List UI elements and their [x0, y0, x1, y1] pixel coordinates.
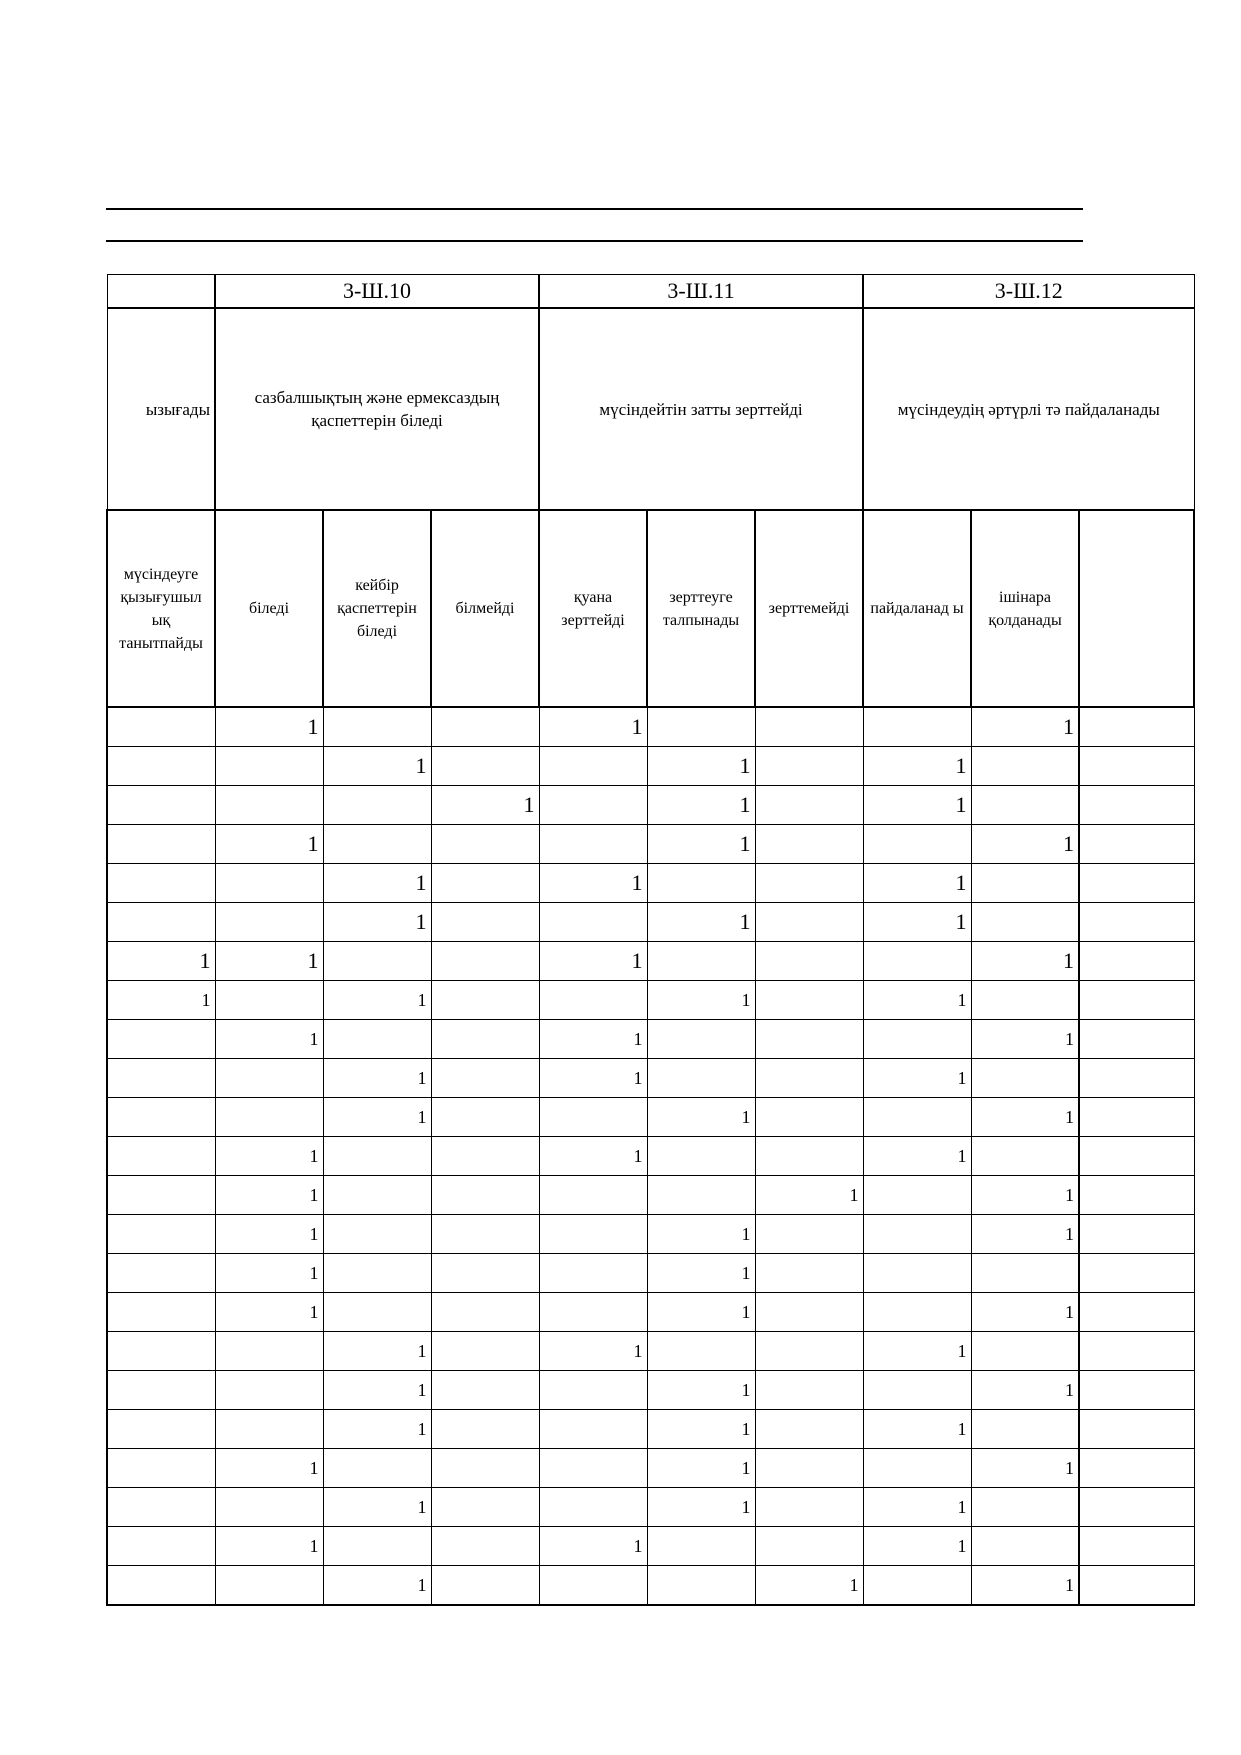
table-cell: [539, 1449, 647, 1488]
table-cell: [539, 1254, 647, 1293]
table-cell: 1: [863, 1410, 971, 1449]
table-row: [107, 1488, 1194, 1527]
table-cell: [1079, 1176, 1194, 1215]
table-cell: [431, 981, 539, 1020]
table-cell: 1: [647, 786, 755, 825]
table-cell: [647, 1020, 755, 1059]
table-cell: [431, 1410, 539, 1449]
table-cell: [323, 1137, 431, 1176]
table-cell: [431, 1020, 539, 1059]
table-cell: [431, 903, 539, 942]
code-header-row: [107, 275, 1194, 309]
table-cell: 1: [647, 1488, 755, 1527]
table-cell: [647, 707, 755, 747]
table-cell: [971, 786, 1079, 825]
code-cell-3-sh-11: 3-Ш.11: [539, 275, 863, 309]
table-cell: [323, 825, 431, 864]
table-row: [107, 747, 1194, 786]
table-cell: [431, 1449, 539, 1488]
table-cell: [431, 1332, 539, 1371]
table-cell: [323, 942, 431, 981]
table-cell: [1079, 981, 1194, 1020]
table-cell: [1079, 1293, 1194, 1332]
table-cell: [215, 1098, 323, 1137]
table-cell: 1: [323, 1566, 431, 1606]
table-cell: 1: [971, 1371, 1079, 1410]
table-cell: [107, 1566, 215, 1606]
table-cell: [215, 1410, 323, 1449]
table-cell: 1: [647, 1449, 755, 1488]
table-cell: [863, 1176, 971, 1215]
table-cell: 1: [647, 1215, 755, 1254]
table-cell: 1: [971, 825, 1079, 864]
table-cell: 1: [863, 903, 971, 942]
table-cell: [971, 864, 1079, 903]
table-cell: [215, 1488, 323, 1527]
table-cell: [971, 1254, 1079, 1293]
table-cell: [539, 981, 647, 1020]
table-cell: 1: [971, 1176, 1079, 1215]
table-cell: [539, 1098, 647, 1137]
table-cell: 1: [107, 942, 215, 981]
table-row: [107, 864, 1194, 903]
table-cell: [971, 1410, 1079, 1449]
table-cell: [755, 1410, 863, 1449]
table-cell: 1: [539, 1332, 647, 1371]
table-cell: [431, 1137, 539, 1176]
table-row: [107, 1176, 1194, 1215]
table-cell: [755, 1332, 863, 1371]
table-cell: [539, 825, 647, 864]
table-cell: 1: [863, 786, 971, 825]
table-cell: [647, 1059, 755, 1098]
table-cell: [107, 1332, 215, 1371]
table-row: [107, 981, 1194, 1020]
option-header-cell: білмейді: [431, 510, 539, 707]
table-cell: [863, 1254, 971, 1293]
code-cell-0: [107, 275, 215, 309]
table-cell: [1079, 1449, 1194, 1488]
table-cell: [215, 786, 323, 825]
table-row: [107, 1527, 1194, 1566]
table-cell: 1: [863, 1488, 971, 1527]
table-cell: [215, 981, 323, 1020]
table-cell: [107, 864, 215, 903]
table-row: [107, 1215, 1194, 1254]
table-cell: 1: [647, 981, 755, 1020]
table-cell: [431, 1176, 539, 1215]
table-row: [107, 903, 1194, 942]
table-cell: 1: [755, 1176, 863, 1215]
table-cell: 1: [539, 942, 647, 981]
desc-cell-3-sh-11: мүсіндейтін затты зерттейді: [539, 308, 863, 510]
table-cell: [323, 1020, 431, 1059]
table-cell: [107, 1254, 215, 1293]
table-row: [107, 1098, 1194, 1137]
table-cell: 1: [323, 1488, 431, 1527]
table-row: [107, 1332, 1194, 1371]
table-cell: 1: [863, 1137, 971, 1176]
table-cell: [1079, 1527, 1194, 1566]
table-cell: 1: [215, 1293, 323, 1332]
table-cell: [215, 1059, 323, 1098]
table-cell: [107, 1371, 215, 1410]
table-cell: 1: [323, 1332, 431, 1371]
table-cell: 1: [323, 903, 431, 942]
desc-cell-3-sh-12: мүсіндеудің әртүрлі тә пайдаланады: [863, 308, 1194, 510]
table-cell: [431, 1371, 539, 1410]
table-cell: 1: [863, 981, 971, 1020]
table-cell: [863, 1293, 971, 1332]
table-cell: [107, 903, 215, 942]
table-cell: 1: [647, 1410, 755, 1449]
description-header-row: [107, 308, 1194, 510]
table-cell: [1079, 1059, 1194, 1098]
assessment-table-viewport: [106, 274, 1160, 1620]
table-cell: [215, 1566, 323, 1606]
table-cell: [539, 1293, 647, 1332]
option-header-cell: пайдаланад ы: [863, 510, 971, 707]
table-cell: [431, 1527, 539, 1566]
table-cell: [323, 1254, 431, 1293]
table-cell: [647, 1176, 755, 1215]
table-row: [107, 825, 1194, 864]
table-cell: 1: [647, 747, 755, 786]
table-cell: [107, 1176, 215, 1215]
table-cell: 1: [539, 1527, 647, 1566]
table-cell: [431, 1059, 539, 1098]
table-cell: [755, 786, 863, 825]
table-cell: [647, 942, 755, 981]
table-cell: [431, 1098, 539, 1137]
table-cell: [107, 1488, 215, 1527]
table-cell: [431, 1215, 539, 1254]
table-cell: 1: [971, 1293, 1079, 1332]
top-rule-1: [106, 208, 1083, 210]
table-cell: [1079, 1410, 1194, 1449]
table-cell: [539, 1488, 647, 1527]
table-cell: [755, 1449, 863, 1488]
table-cell: [863, 1449, 971, 1488]
table-cell: [755, 1527, 863, 1566]
table-cell: [1079, 1137, 1194, 1176]
table-cell: [863, 825, 971, 864]
table-cell: 1: [539, 1059, 647, 1098]
table-cell: [431, 864, 539, 903]
table-cell: [755, 707, 863, 747]
table-cell: [755, 981, 863, 1020]
table-cell: [1079, 825, 1194, 864]
table-cell: 1: [323, 1098, 431, 1137]
table-cell: 1: [323, 864, 431, 903]
table-row: [107, 1410, 1194, 1449]
table-cell: [107, 1098, 215, 1137]
table-row: [107, 1059, 1194, 1098]
table-cell: [215, 1332, 323, 1371]
table-cell: 1: [971, 707, 1079, 747]
table-cell: [1079, 1371, 1194, 1410]
table-cell: [1079, 1566, 1194, 1606]
table-cell: [107, 1410, 215, 1449]
table-cell: 1: [215, 1527, 323, 1566]
table-cell: [755, 903, 863, 942]
table-cell: 1: [107, 981, 215, 1020]
option-header-cell: ішінара қолданады: [971, 510, 1079, 707]
table-cell: [971, 1527, 1079, 1566]
table-cell: [1079, 1254, 1194, 1293]
table-cell: [107, 1059, 215, 1098]
table-cell: [755, 747, 863, 786]
table-cell: [107, 1449, 215, 1488]
table-cell: [755, 1137, 863, 1176]
table-row: [107, 786, 1194, 825]
table-cell: 1: [323, 981, 431, 1020]
option-header-cell: [1079, 510, 1194, 707]
table-cell: 1: [215, 707, 323, 747]
table-cell: 1: [971, 1215, 1079, 1254]
table-cell: [647, 1527, 755, 1566]
table-cell: [539, 1176, 647, 1215]
table-cell: 1: [215, 1020, 323, 1059]
table-cell: [539, 1410, 647, 1449]
table-cell: [863, 1098, 971, 1137]
table-cell: [431, 1566, 539, 1606]
table-cell: [755, 825, 863, 864]
table-cell: [323, 1293, 431, 1332]
table-cell: 1: [431, 786, 539, 825]
table-cell: 1: [323, 747, 431, 786]
table-cell: [215, 747, 323, 786]
table-cell: [755, 942, 863, 981]
table-cell: [539, 903, 647, 942]
table-cell: [323, 707, 431, 747]
table-cell: 1: [647, 1293, 755, 1332]
table-cell: 1: [215, 1215, 323, 1254]
table-cell: 1: [647, 1254, 755, 1293]
table-cell: [1079, 864, 1194, 903]
table-cell: [647, 1566, 755, 1606]
table-cell: [647, 1332, 755, 1371]
table-cell: 1: [323, 1410, 431, 1449]
code-cell-3-sh-12: 3-Ш.12: [863, 275, 1194, 309]
table-cell: [107, 1293, 215, 1332]
table-cell: [431, 825, 539, 864]
table-cell: [1079, 1488, 1194, 1527]
table-row: [107, 1566, 1194, 1606]
table-cell: [755, 1293, 863, 1332]
table-cell: [971, 1488, 1079, 1527]
table-cell: [539, 747, 647, 786]
option-header-cell: қуана зерттейді: [539, 510, 647, 707]
table-cell: [863, 1215, 971, 1254]
table-cell: [431, 1254, 539, 1293]
table-cell: [431, 942, 539, 981]
code-cell-3-sh-10: 3-Ш.10: [215, 275, 539, 309]
table-cell: [647, 864, 755, 903]
table-cell: [647, 1137, 755, 1176]
table-cell: 1: [863, 1059, 971, 1098]
table-cell: 1: [323, 1059, 431, 1098]
table-cell: [539, 1566, 647, 1606]
table-row: [107, 1254, 1194, 1293]
table-cell: [1079, 1098, 1194, 1137]
table-row: [107, 1020, 1194, 1059]
table-cell: 1: [647, 1371, 755, 1410]
table-cell: 1: [539, 707, 647, 747]
table-cell: 1: [863, 747, 971, 786]
table-cell: 1: [971, 1566, 1079, 1606]
top-rule-2: [106, 240, 1083, 242]
desc-cell-3-sh-10: сазбалшықтың және ермексаздың қаспеттерін біледі: [215, 308, 539, 510]
table-cell: [755, 1098, 863, 1137]
table-row: [107, 1137, 1194, 1176]
table-cell: [539, 1371, 647, 1410]
table-cell: 1: [863, 864, 971, 903]
table-cell: [431, 1293, 539, 1332]
table-cell: [1079, 707, 1194, 747]
table-cell: [107, 1215, 215, 1254]
table-row: [107, 1449, 1194, 1488]
table-cell: 1: [539, 864, 647, 903]
table-cell: [1079, 1020, 1194, 1059]
table-cell: 1: [539, 1137, 647, 1176]
table-cell: [107, 747, 215, 786]
assessment-table: [106, 274, 1195, 1606]
table-cell: [1079, 747, 1194, 786]
table-cell: [971, 903, 1079, 942]
table-cell: 1: [971, 1449, 1079, 1488]
table-cell: [971, 981, 1079, 1020]
table-cell: [107, 825, 215, 864]
table-cell: [107, 1137, 215, 1176]
table-cell: [107, 707, 215, 747]
table-cell: [539, 786, 647, 825]
table-cell: 1: [971, 1098, 1079, 1137]
table-cell: [431, 1488, 539, 1527]
table-cell: [1079, 1215, 1194, 1254]
table-cell: [971, 747, 1079, 786]
option-header-cell: кейбір қаспеттерін біледі: [323, 510, 431, 707]
table-cell: [863, 1566, 971, 1606]
table-cell: 1: [971, 1020, 1079, 1059]
table-cell: [1079, 942, 1194, 981]
table-row: [107, 1371, 1194, 1410]
table-row: [107, 707, 1194, 747]
table-cell: 1: [215, 1137, 323, 1176]
table-cell: [755, 1488, 863, 1527]
table-cell: 1: [215, 1449, 323, 1488]
table-cell: [755, 1371, 863, 1410]
table-cell: [1079, 786, 1194, 825]
table-row: [107, 1293, 1194, 1332]
table-cell: 1: [215, 825, 323, 864]
table-cell: [755, 864, 863, 903]
table-row: [107, 942, 1194, 981]
table-cell: 1: [647, 903, 755, 942]
table-cell: 1: [863, 1527, 971, 1566]
desc-cell-0: ызығады: [107, 308, 215, 510]
table-cell: [971, 1137, 1079, 1176]
table-cell: [215, 903, 323, 942]
table-cell: [971, 1332, 1079, 1371]
table-cell: [755, 1059, 863, 1098]
table-cell: [323, 1176, 431, 1215]
option-header-cell: зерттемейді: [755, 510, 863, 707]
table-cell: 1: [215, 1176, 323, 1215]
table-cell: [863, 1371, 971, 1410]
table-cell: 1: [863, 1332, 971, 1371]
option-header-row: [107, 510, 1194, 707]
table-cell: 1: [647, 1098, 755, 1137]
table-cell: [431, 707, 539, 747]
table-cell: [323, 786, 431, 825]
table-cell: [1079, 903, 1194, 942]
table-cell: [431, 747, 539, 786]
table-cell: 1: [539, 1020, 647, 1059]
option-header-cell: зерттеуге талпынады: [647, 510, 755, 707]
table-cell: [755, 1020, 863, 1059]
table-cell: [539, 1215, 647, 1254]
table-cell: 1: [755, 1566, 863, 1606]
table-cell: [863, 942, 971, 981]
table-cell: [323, 1527, 431, 1566]
table-cell: 1: [323, 1371, 431, 1410]
table-cell: [215, 864, 323, 903]
table-cell: [107, 1527, 215, 1566]
table-cell: 1: [647, 825, 755, 864]
table-cell: 1: [971, 942, 1079, 981]
table-cell: [323, 1215, 431, 1254]
option-header-cell: мүсіндеуге қызығушыл ық танытпайды: [107, 510, 215, 707]
table-cell: [971, 1059, 1079, 1098]
option-header-cell: біледі: [215, 510, 323, 707]
table-cell: [107, 786, 215, 825]
table-cell: [215, 1371, 323, 1410]
table-cell: [755, 1254, 863, 1293]
table-cell: 1: [215, 1254, 323, 1293]
table-cell: [107, 1020, 215, 1059]
table-cell: [755, 1215, 863, 1254]
table-cell: [863, 1020, 971, 1059]
table-cell: [1079, 1332, 1194, 1371]
table-cell: [323, 1449, 431, 1488]
table-cell: 1: [215, 942, 323, 981]
table-cell: [863, 707, 971, 747]
